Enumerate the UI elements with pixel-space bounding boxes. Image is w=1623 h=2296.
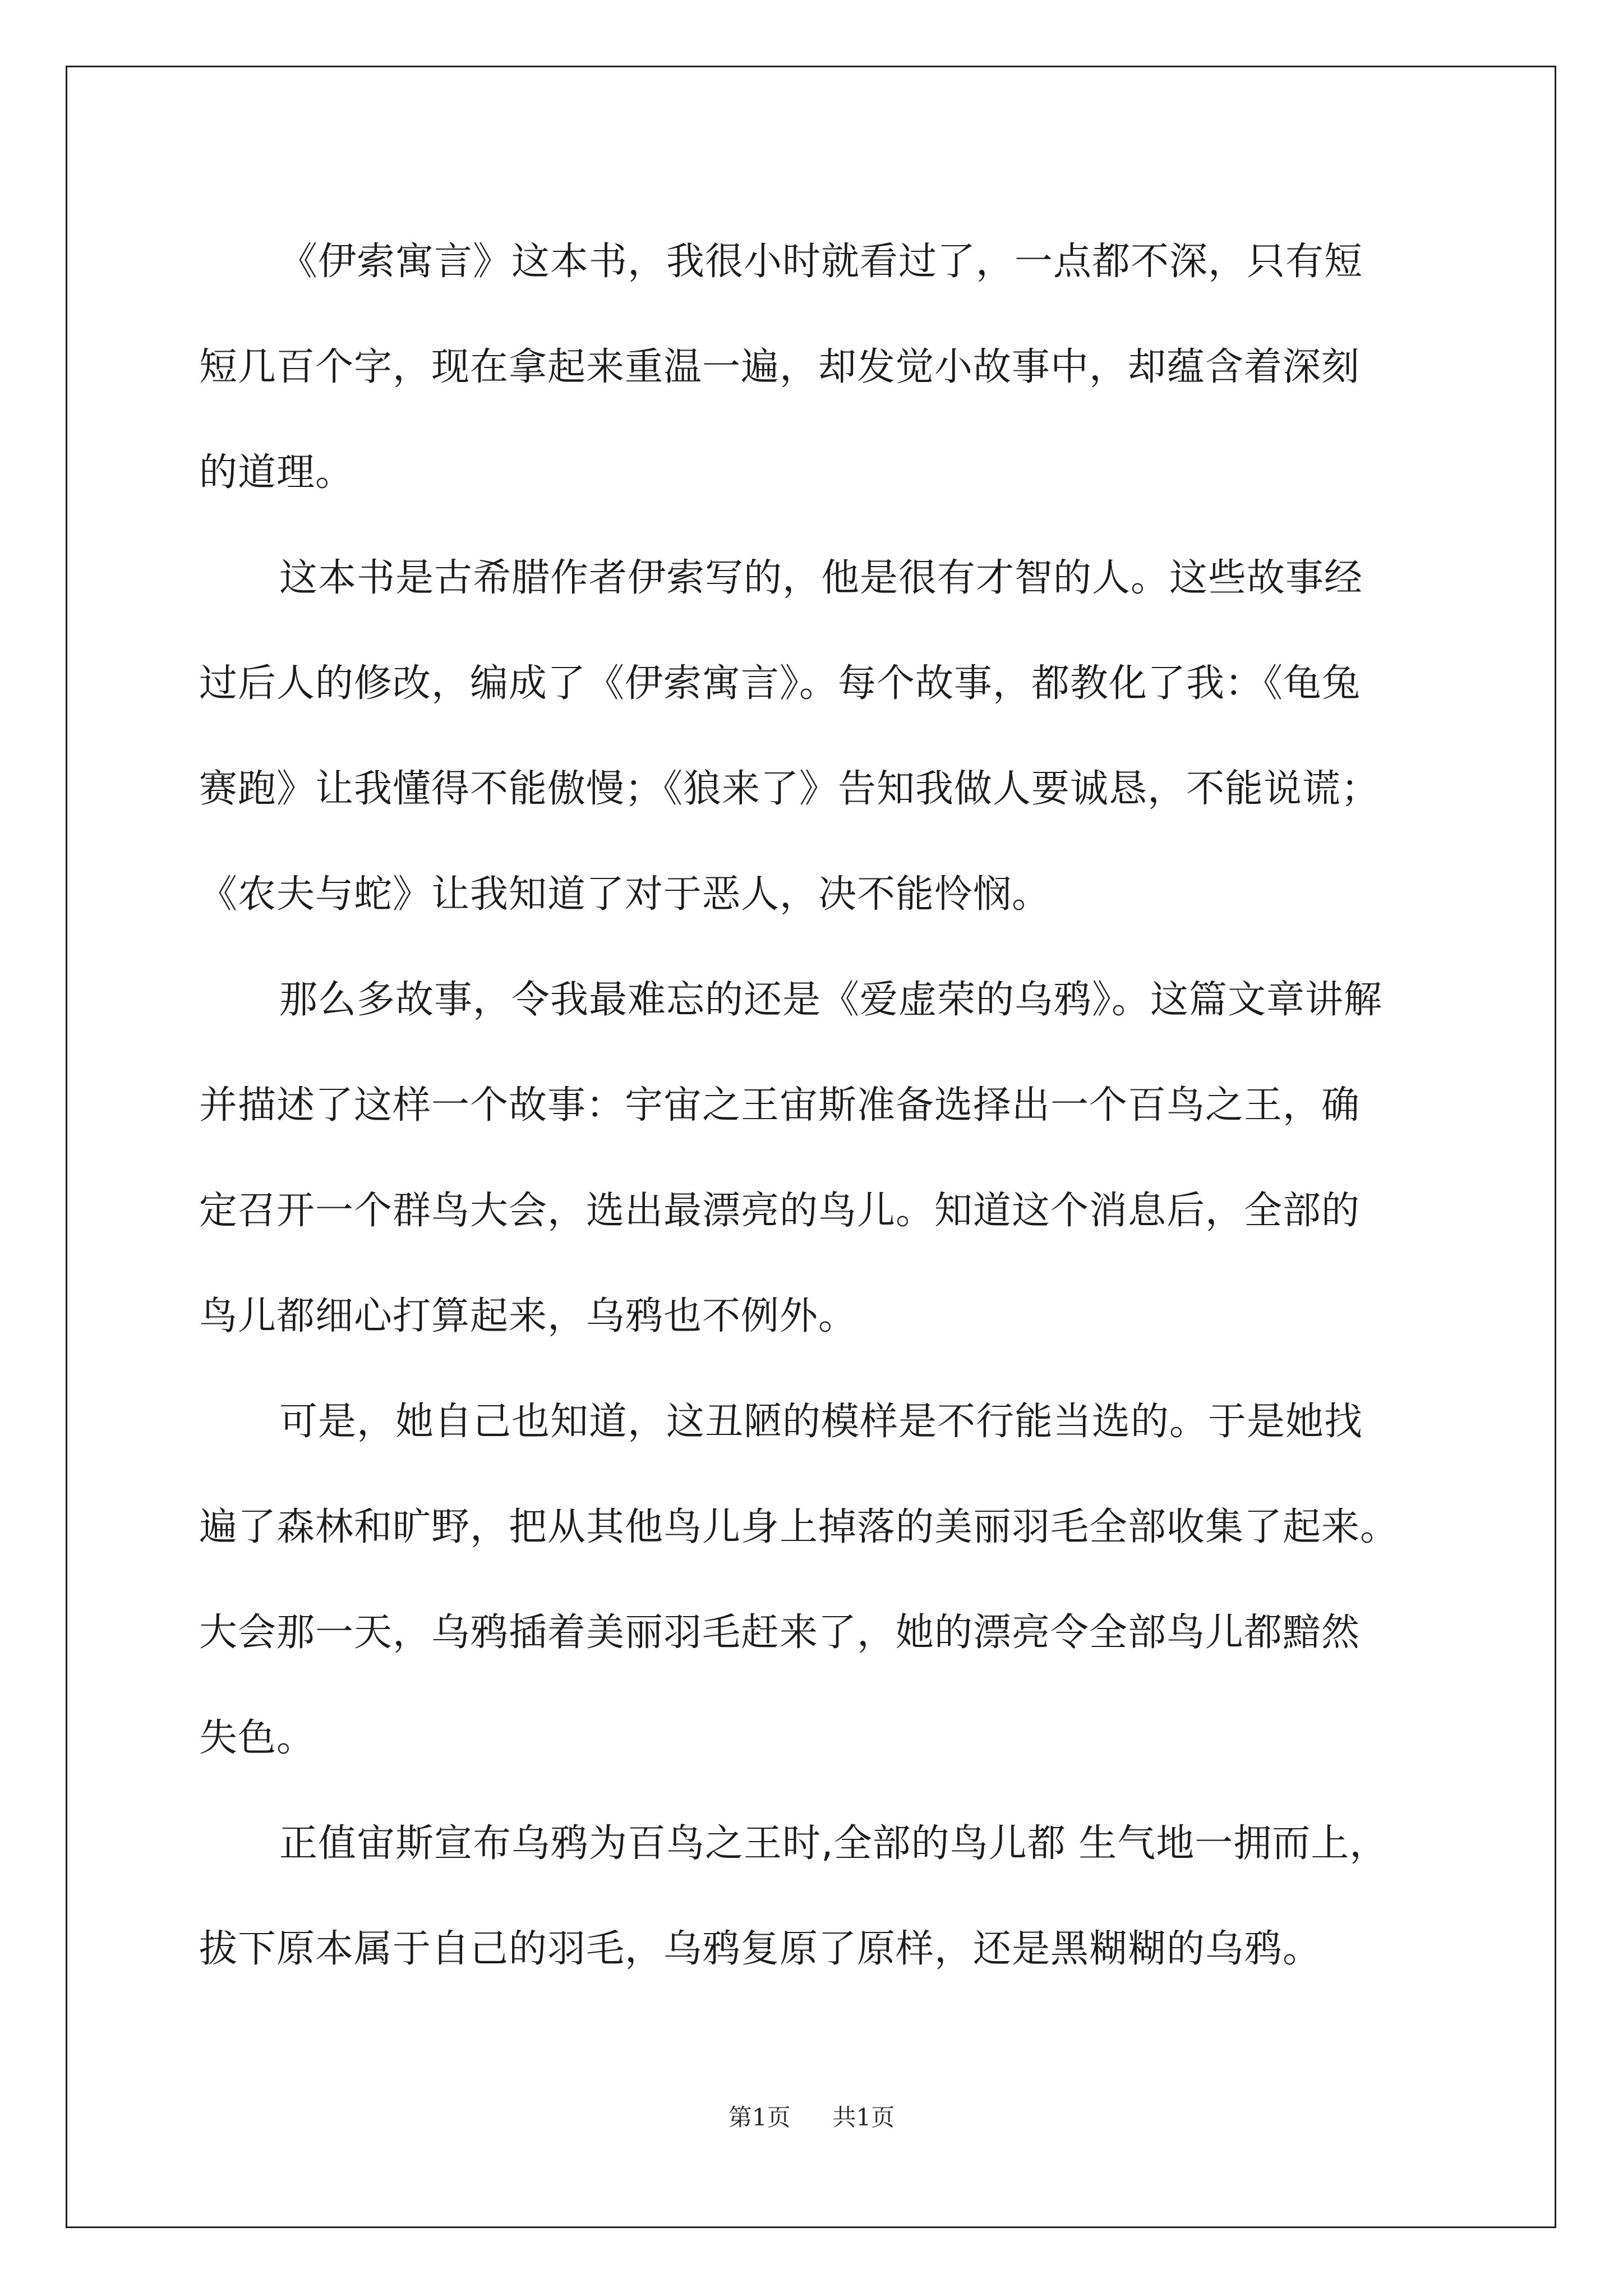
paragraph-4: 可是，她自己也知道，这丑陋的模样是不行能当选的。于是她找 遍了森林和旷野，把从其他鸟儿身上掉落的美丽羽毛全部收集了起来。 大会那一天，乌鸦插着美丽羽毛赶来了，她的漂亮令全部鸟儿都黯然 失色。 — [199, 1400, 1399, 1760]
paragraph-3: 那么多故事，令我最难忘的还是《爱虚荣的乌鸦》。这篇文章讲解 并描述了这样一个故事：宇宙之王宙斯准备选择出一个百鸟之王，确 定召开一个群鸟大会，选出最漂亮的鸟儿。知道这个消息后，全部的 鸟儿都细心打算起来，乌鸦也不例外。 — [199, 978, 1383, 1338]
paragraph-1: 《伊索寓言》这本书，我很小时就看过了，一点都不深，只有短 短几百个字，现在拿起来重温一遍，却发觉小故事中，却蕴含着深刻 的道理。 — [199, 240, 1363, 495]
document-body — [199, 209, 1438, 2002]
paragraph-2: 这本书是古希腊作者伊索写的，他是很有才智的人。这些故事经 过后人的修改，编成了《伊索寓言》。每个故事，都教化了我：《龟兔 赛跑》让我懂得不能傲慢；《狼来了》告知我做人要诚恳，不能说谎； 《农夫与蛇》让我知道了对于恶人，决不能怜悯。 — [199, 556, 1380, 917]
page-number-current: 第1页 — [728, 2104, 791, 2131]
paragraph-5: 正值宙斯宣布乌鸦为百鸟之王时,全部的鸟儿都 生气地一拥而上， 拔下原本属于自己的羽毛，乌鸦复原了原样，还是黑糊糊的乌鸦。 — [199, 1821, 1389, 1971]
page-number-total: 共1页 — [832, 2104, 895, 2131]
page-footer — [0, 2099, 1623, 2133]
